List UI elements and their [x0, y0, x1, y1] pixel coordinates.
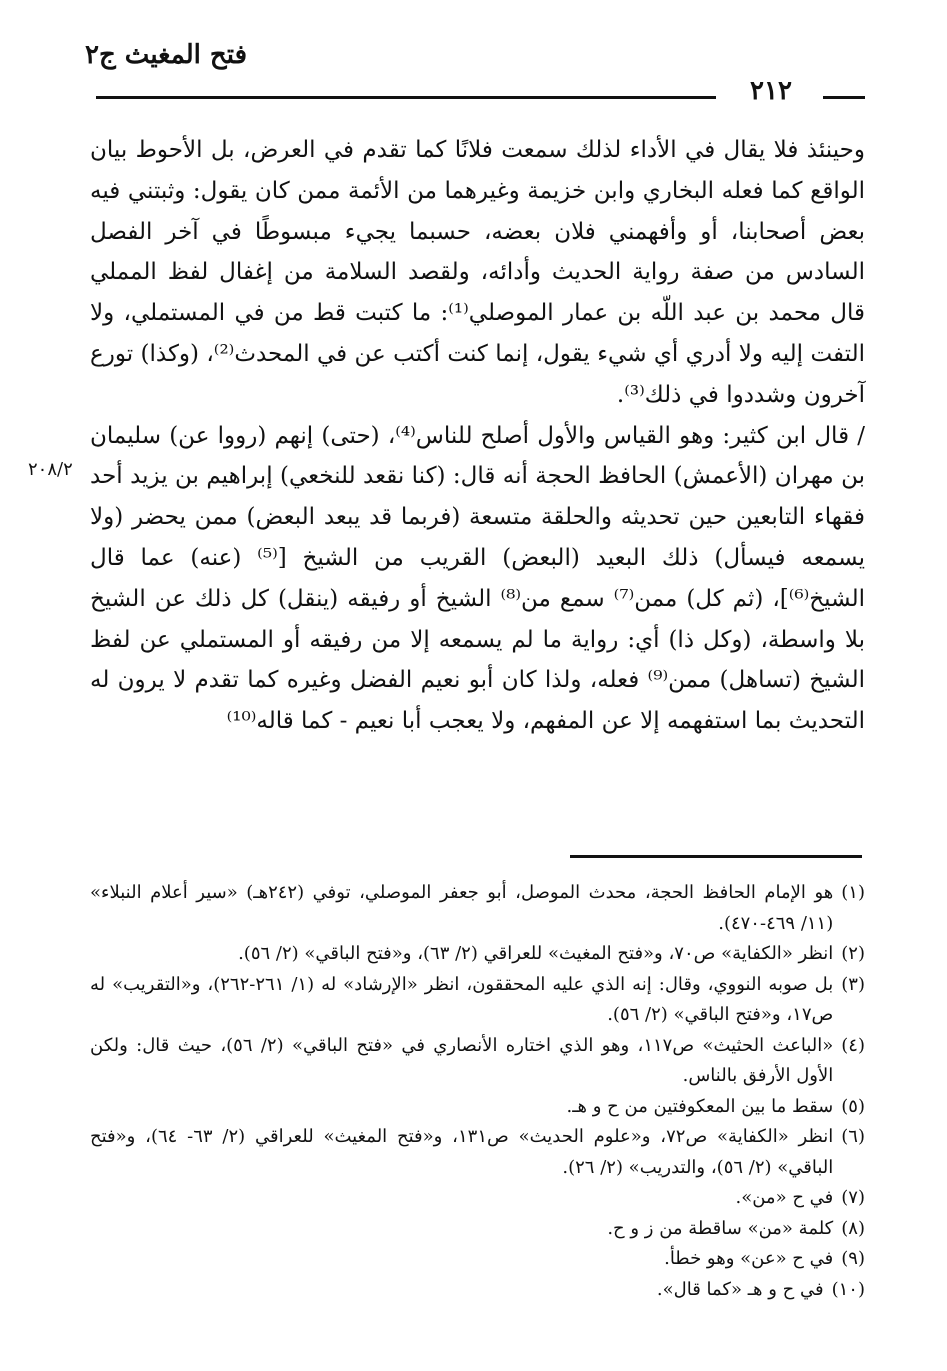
- paragraph-2: / قال ابن كثير: وهو القياس والأول أصلح للناس⁽⁴⁾، (حتى) إنهم (رووا عن) سليمان بن مهران (الأعمش) الحافظ الحجة أنه قال: (كنا نقعد للنخعي) إبراهيم بن يزيد أحد فقهاء التابعين حين تحديثه والحلقة متسعة (فربما قد يبعد البعض) ممن يحضر (ولا يسمعه فيسأل) ذلك البعيد (البعض) القريب من الشيخ [⁽⁵⁾ (عنه) عما قال الشيخ⁽⁶⁾]، (ثم كل) ممن⁽⁷⁾ سمع من⁽⁸⁾ الشيخ أو رفيقه (ينقل) كل ذلك عن الشيخ بلا واسطة، (وكل ذا) أي: رواية ما لم يسمعه إلا من رفيقه أو المستملي عن لفظ الشيخ (تساهل) ممن⁽⁹⁾ فعله، ولذا كان أبو نعيم الفضل وغيره كما تقدم لا يرون له التحديث بما استفهمه إلا عن المفهم، ولا يعجب أبا نعيم - كما قاله⁽¹⁰⁾: [90, 422, 866, 735]
- footnote-number: (١٠): [831, 1278, 865, 1300]
- footnote-number: (٩): [841, 1248, 865, 1269]
- footnote-text: في ح «من».: [735, 1187, 834, 1208]
- footnote-number: (٤): [841, 1034, 865, 1056]
- footnote-number: (٥): [841, 1095, 865, 1117]
- footnote-separator: [570, 855, 862, 858]
- footnote-4: [90, 1031, 865, 1092]
- footnote-text: كلمة «من» ساقطة من ز و ح.: [607, 1217, 834, 1239]
- footnote-2: [90, 939, 865, 970]
- running-header-title: فتح المغيث ج٢: [84, 40, 247, 70]
- footnote-3: [90, 970, 865, 1031]
- footnote-5: [90, 1092, 865, 1123]
- footnote-10: [90, 1275, 865, 1306]
- footnote-text: بل صوبه النووي، وقال: إنه الذي عليه المحققون، انظر «الإرشاد» له (١/ ٢٦١-٢٦٢)، و«التقريب» له ص١٧، و«فتح الباقي» (٢/ ٥٦).: [90, 973, 834, 1025]
- footnote-number: (٣): [841, 973, 865, 995]
- footnote-text: انظر «الكفاية» ص٧٠، و«فتح المغيث» للعراقي (٢/ ٦٣)، و«فتح الباقي» (٢/ ٥٦).: [238, 943, 834, 964]
- footnote-text: «الباعث الحثيث» ص١١٧، وهو الذي اختاره الأنصاري في «فتح الباقي» (٢/ ٥٦)، حيث قال: ولكن الأول الأرفق بالناس.: [90, 1034, 834, 1086]
- footnote-number: (٦): [841, 1126, 865, 1147]
- footnote-7: [90, 1183, 865, 1214]
- footnotes: [90, 878, 865, 1305]
- footnote-text: في ح و هـ «كما قال».: [656, 1278, 824, 1300]
- footnote-number: (٢): [841, 943, 865, 964]
- header-rule-right: [823, 96, 865, 99]
- footnote-text: انظر «الكفاية» ص٧٢، و«علوم الحديث» ص١٣١، و«فتح المغيث» للعراقي (٢/ ٦٣- ٦٤)، و«فتح الباقي» (٢/ ٥٦)، والتدريب» (٢/ ٢٦).: [90, 1126, 834, 1178]
- paragraph-1: وحينئذ فلا يقال في الأداء لذلك سمعت فلانًا كما تقدم في العرض، بل الأحوط بيان الواقع كما فعله البخاري وابن خزيمة وغيرهما من الأئمة ممن كان يقول: وثبتني فيه بعض أصحابنا، أو وأفهمني فلان بعضه، حسبما يجيء مبسوطًا في آخر الفصل السادس من صفة رواية الحديث وأدائه، ولقصد السلامة من إغفال لفظ المملي قال محمد بن عبد اللّه بن عمار الموصلي⁽¹⁾: ما كتبت قط من في المستملي، ولا التفت إليه ولا أدري أي شيء يقول، إنما كنت أكتب عن في المحدث⁽²⁾، (وكذا) تورع آخرون وشددوا في ذلك⁽³⁾.: [90, 137, 865, 408]
- footnote-text: هو الإمام الحافظ الحجة، محدث الموصل، أبو جعفر الموصلي، توفي (٢٤٢هـ) «سير أعلام النبلاء» (١١/ ٤٦٩-٤٧٠).: [90, 882, 834, 934]
- page-number: ٢١٢: [750, 76, 792, 106]
- main-text: [90, 130, 865, 742]
- footnote-9: [90, 1244, 865, 1275]
- footnote-1: [90, 878, 865, 939]
- header-rule-left: [96, 96, 716, 99]
- footnote-text: سقط ما بين المعكوفتين من ح و هـ.: [566, 1095, 834, 1117]
- footnote-number: (٨): [841, 1217, 865, 1239]
- footnote-6: [90, 1122, 865, 1183]
- margin-page-reference: ٢٠٨/٢: [28, 459, 73, 480]
- footnote-number: (٧): [841, 1187, 865, 1208]
- footnote-number: (١): [841, 882, 865, 903]
- footnote-8: [90, 1214, 865, 1245]
- footnote-text: في ح «عن» وهو خطأ.: [664, 1248, 834, 1269]
